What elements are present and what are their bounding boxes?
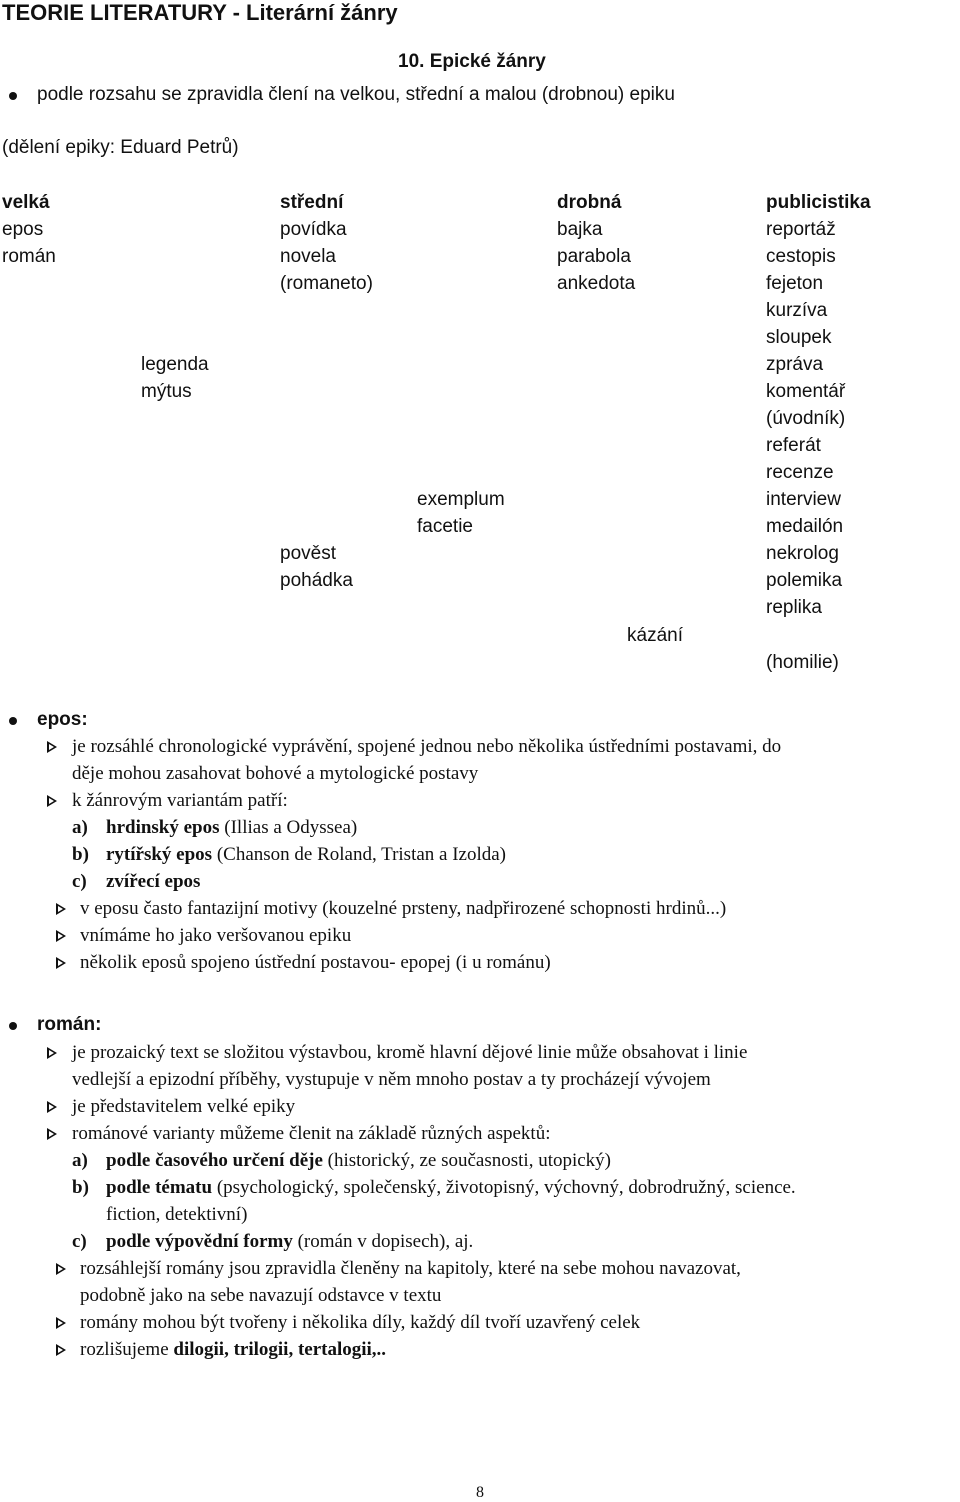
- publicistika-item: fejeton: [766, 273, 824, 294]
- variant-examples: (Chanson de Roland, Tristan a Izolda): [212, 844, 507, 865]
- arrow-bullet-icon: [56, 1263, 66, 1275]
- drobna-item: bajka: [557, 219, 603, 240]
- variant-examples: (román v dopisech), aj.: [292, 1231, 474, 1252]
- intro-text: podle rozsahu se zpravidla člení na velkou, střední a malou (drobnou) epiku: [37, 84, 675, 105]
- velka-item: epos: [2, 219, 44, 240]
- section-heading: 10. Epické žánry: [398, 51, 546, 72]
- bullet-icon: [9, 717, 17, 725]
- variant-examples: (Illias a Odyssea): [219, 817, 358, 838]
- publicistika-item: reportáž: [766, 219, 836, 240]
- arrow-bullet-icon: [47, 1047, 57, 1059]
- publicistika-item: medailón: [766, 516, 844, 537]
- variant-examples: (historický, ze současnosti, utopický): [322, 1150, 612, 1171]
- roman-variant: [106, 1231, 473, 1253]
- publicistika-item: cestopis: [766, 246, 836, 267]
- between-item-facetie: facetie: [417, 516, 473, 537]
- list-label: c): [72, 1231, 87, 1252]
- publicistika-item: komentář: [766, 381, 846, 402]
- epos-point: několik eposů spojeno ústřední postavou- epopej (i u románu): [80, 952, 551, 973]
- list-label: c): [72, 871, 87, 892]
- roman-variant: [106, 1150, 611, 1172]
- roman-point-continued: vedlejší a epizodní příběhy, vystupuje v něm mnoho postav a ty procházejí vývojem: [72, 1069, 711, 1090]
- variant-examples: (psychologický, společenský, životopisný, výchovný, dobrodružný, science.: [212, 1177, 796, 1198]
- publicistika-item: nekrolog: [766, 543, 839, 564]
- arrow-bullet-icon: [47, 795, 57, 807]
- epos-variant: [106, 844, 506, 866]
- variant-name: zvířecí epos: [106, 871, 201, 892]
- stredni-item: novela: [280, 246, 336, 267]
- epos-heading: epos:: [37, 709, 88, 730]
- roman-point: románové varianty můžeme členit na základě různých aspektů:: [72, 1123, 551, 1144]
- roman-heading: román:: [37, 1014, 102, 1035]
- page-title: TEORIE LITERATURY - Literární žánry: [2, 0, 398, 25]
- between-item-povest: pověst: [280, 543, 336, 564]
- col-header-velka: velká: [2, 192, 50, 213]
- drobna-item: ankedota: [557, 273, 636, 294]
- drobna-item: parabola: [557, 246, 631, 267]
- page-number: 8: [476, 1484, 484, 1501]
- publicistika-item: sloupek: [766, 327, 832, 348]
- epos-point: k žánrovým variantám patří:: [72, 790, 288, 811]
- roman-variant: [106, 1177, 796, 1199]
- point-emphasis: dilogii, trilogii, tertalogii,..: [173, 1339, 387, 1360]
- bullet-icon: [9, 1022, 17, 1030]
- stredni-item: (romaneto): [280, 273, 373, 294]
- velka-item: román: [2, 246, 56, 267]
- publicistika-item: polemika: [766, 570, 843, 591]
- point-text: rozlišujeme: [80, 1339, 174, 1360]
- between-item-pohadka: pohádka: [280, 570, 353, 591]
- arrow-bullet-icon: [56, 903, 66, 915]
- source-note: (dělení epiky: Eduard Petrů): [2, 137, 239, 158]
- col-header-drobna: drobná: [557, 192, 622, 213]
- arrow-bullet-icon: [56, 1344, 66, 1356]
- roman-variant-continued: fiction, detektivní): [106, 1204, 248, 1225]
- epos-point-continued: děje mohou zasahovat bohové a mytologické postavy: [72, 763, 479, 784]
- roman-point: je představitelem velké epiky: [72, 1096, 296, 1117]
- roman-point: [80, 1339, 386, 1361]
- list-label: a): [72, 1150, 88, 1171]
- arrow-bullet-icon: [56, 1317, 66, 1329]
- publicistika-item: kurzíva: [766, 300, 828, 321]
- list-label: a): [72, 817, 88, 838]
- publicistika-item: replika: [766, 597, 822, 618]
- variant-name: podle tématu: [106, 1177, 213, 1198]
- variant-name: podle časového určení děje: [106, 1150, 323, 1171]
- roman-point: romány mohou být tvořeny i několika díly, každý díl tvoří uzavřený celek: [80, 1312, 641, 1333]
- publicistika-item: (úvodník): [766, 408, 846, 429]
- variant-name: podle výpovědní formy: [106, 1231, 293, 1252]
- list-label: b): [72, 1177, 89, 1198]
- list-label: b): [72, 844, 89, 865]
- between-item-exemplum: exemplum: [417, 489, 505, 510]
- col-header-publicistika: publicistika: [766, 192, 871, 213]
- publicistika-item: zpráva: [766, 354, 824, 375]
- roman-point: rozsáhlejší romány jsou zpravidla členěny na kapitoly, které na sebe mohou navazovat,: [80, 1258, 741, 1279]
- epos-point: v eposu často fantazijní motivy (kouzelné prsteny, nadpřirozené schopnosti hrdinů...): [80, 898, 727, 919]
- epos-variant: [106, 871, 200, 893]
- arrow-bullet-icon: [47, 741, 57, 753]
- arrow-bullet-icon: [56, 930, 66, 942]
- between-item-mytus: mýtus: [141, 381, 192, 402]
- col-header-stredni: střední: [280, 192, 344, 213]
- arrow-bullet-icon: [47, 1101, 57, 1113]
- roman-point: je prozaický text se složitou výstavbou, kromě hlavní dějové linie může obsahovat i linie: [72, 1042, 748, 1063]
- stredni-item: povídka: [280, 219, 347, 240]
- epos-point: je rozsáhlé chronologické vyprávění, spojené jednou nebo několika ústředními postavami, do: [72, 736, 782, 757]
- publicistika-item: interview: [766, 489, 841, 510]
- variant-name: rytířský epos: [106, 844, 213, 865]
- publicistika-item: recenze: [766, 462, 834, 483]
- variant-name: hrdinský epos: [106, 817, 220, 838]
- between-item-legenda: legenda: [141, 354, 209, 375]
- roman-point-continued: podobně jako na sebe navazují odstavce v textu: [80, 1285, 442, 1306]
- arrow-bullet-icon: [47, 1128, 57, 1140]
- publicistika-item: referát: [766, 435, 821, 456]
- between-item-kazani: kázání: [627, 625, 683, 646]
- arrow-bullet-icon: [56, 957, 66, 969]
- epos-point: vnímáme ho jako veršovanou epiku: [80, 925, 352, 946]
- bullet-icon: [9, 92, 17, 100]
- publicistika-item: (homilie): [766, 652, 839, 673]
- epos-variant: [106, 817, 357, 839]
